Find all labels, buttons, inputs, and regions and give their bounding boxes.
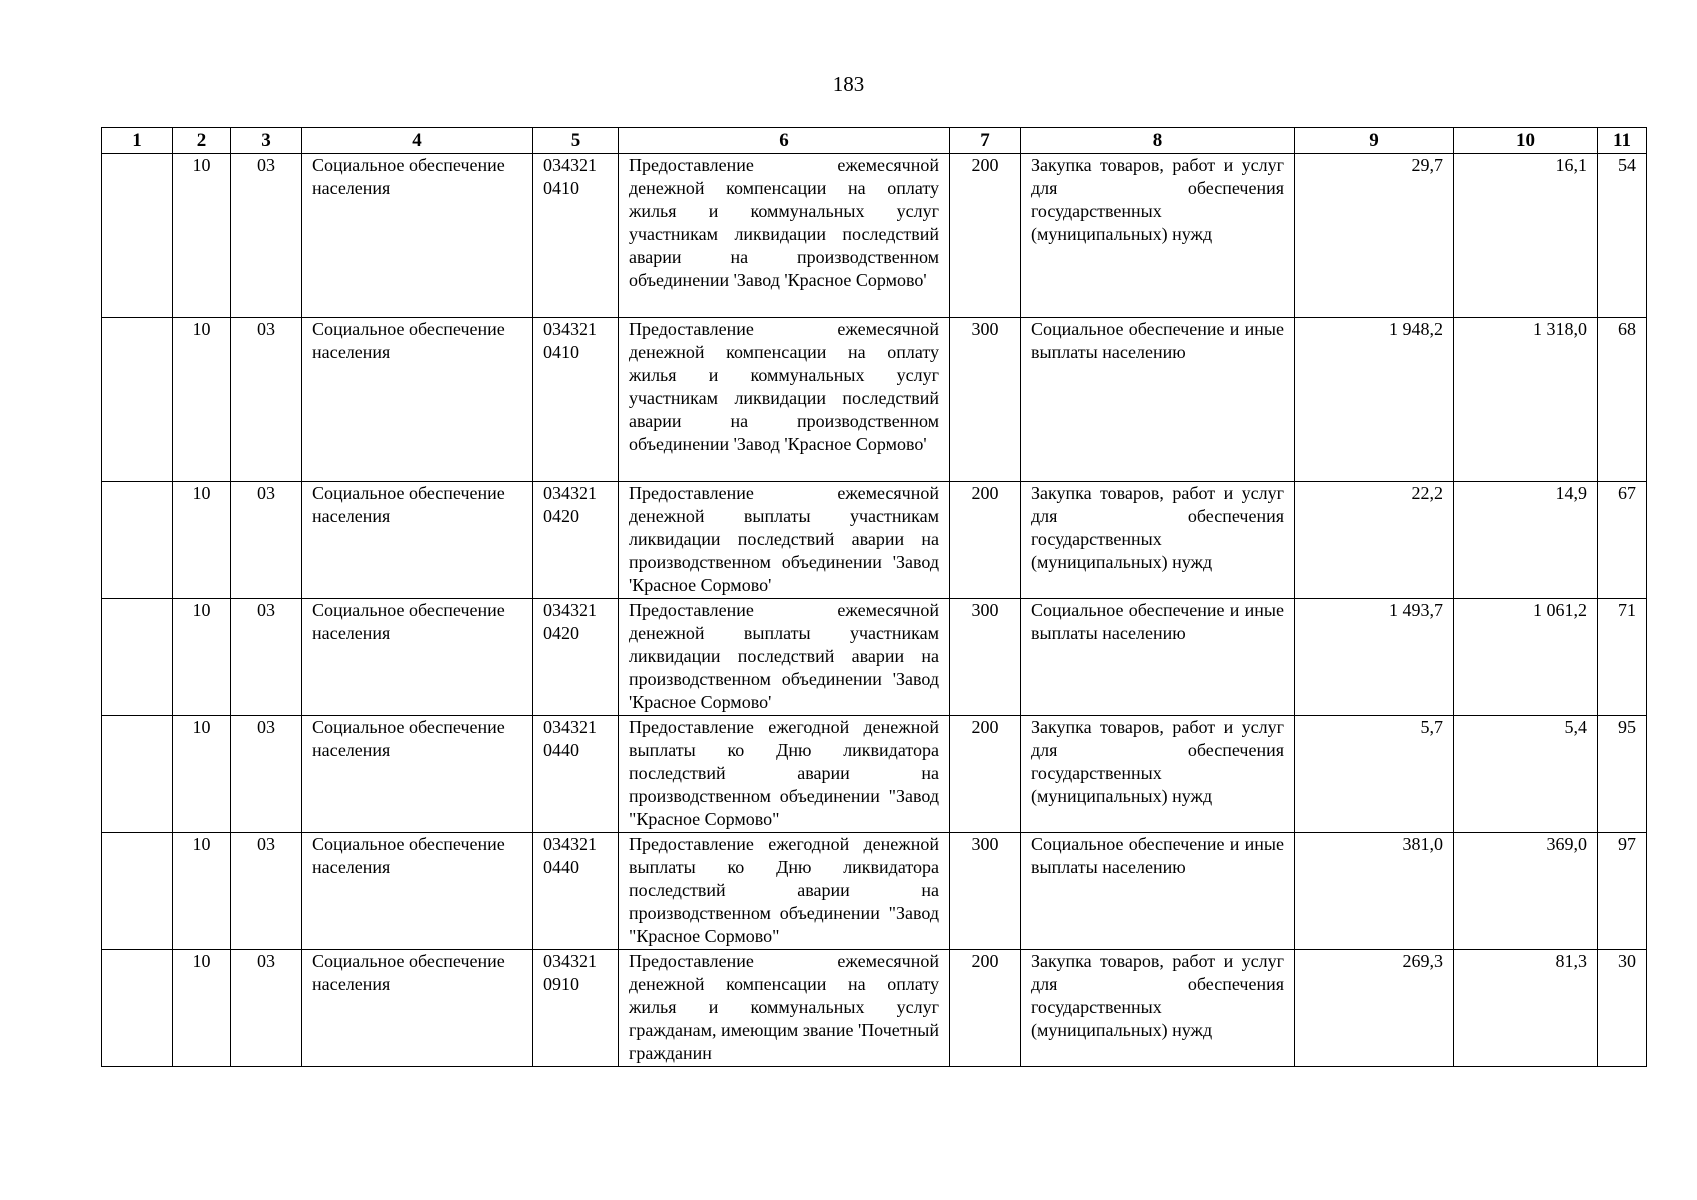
cell-target-code [533, 833, 619, 950]
column-header: 11 [1598, 128, 1647, 154]
cell-expense-type: 200 [950, 482, 1021, 599]
cell-target-code [533, 950, 619, 1067]
code-part: 034321 [543, 951, 597, 971]
cell-expense-type: 300 [950, 833, 1021, 950]
column-header: 3 [231, 128, 302, 154]
code-part: 034321 [543, 155, 597, 175]
column-header: 2 [173, 128, 231, 154]
code-part: 034321 [543, 717, 597, 737]
column-header: 10 [1454, 128, 1598, 154]
cell-section-name: Социальное обеспечение населения [302, 599, 533, 716]
cell-expense-type: 300 [950, 599, 1021, 716]
cell-description: Предоставление ежемесячной денежной выплаты участникам ликвидации последствий аварии на производственном объединении 'Завод 'Красное Сормово' [619, 599, 950, 716]
cell-section-name: Социальное обеспечение населения [302, 716, 533, 833]
cell-percent: 97 [1598, 833, 1647, 950]
cell-section-name: Социальное обеспечение населения [302, 482, 533, 599]
cell-col1 [102, 318, 173, 482]
code-part: 0410 [543, 178, 579, 198]
cell-target-code [533, 716, 619, 833]
cell-actual: 1 061,2 [1454, 599, 1598, 716]
cell-col1 [102, 599, 173, 716]
cell-expense-name: Социальное обеспечение и иные выплаты населению [1021, 833, 1295, 950]
column-header: 7 [950, 128, 1021, 154]
code-part: 0440 [543, 857, 579, 877]
cell-description: Предоставление ежемесячной денежной компенсации на оплату жилья и коммунальных услуг участникам ликвидации последствий аварии на производственном объединении 'Завод 'Красное Сормово' [619, 318, 950, 482]
column-header: 6 [619, 128, 950, 154]
cell-section-name: Социальное обеспечение населения [302, 154, 533, 318]
cell-description: Предоставление ежегодной денежной выплаты ко Дню ликвидатора последствий аварии на производственном объединении "Завод "Красное Сормово" [619, 716, 950, 833]
column-header: 1 [102, 128, 173, 154]
cell-section-name: Социальное обеспечение населения [302, 950, 533, 1067]
cell-section: 10 [173, 833, 231, 950]
column-header: 5 [533, 128, 619, 154]
cell-section-name: Социальное обеспечение населения [302, 318, 533, 482]
cell-expense-type: 300 [950, 318, 1021, 482]
cell-col1 [102, 482, 173, 599]
cell-percent: 71 [1598, 599, 1647, 716]
cell-expense-name: Закупка товаров, работ и услуг для обеспечения государственных (муниципальных) нужд [1021, 716, 1295, 833]
cell-subsection: 03 [231, 950, 302, 1067]
cell-section: 10 [173, 482, 231, 599]
cell-target-code [533, 154, 619, 318]
budget-table [101, 127, 1647, 1067]
cell-description: Предоставление ежегодной денежной выплаты ко Дню ликвидатора последствий аварии на производственном объединении "Завод "Красное Сормово" [619, 833, 950, 950]
cell-plan: 29,7 [1295, 154, 1454, 318]
cell-subsection: 03 [231, 833, 302, 950]
cell-section: 10 [173, 716, 231, 833]
page-number: 183 [832, 72, 865, 96]
cell-subsection: 03 [231, 599, 302, 716]
header-row [102, 128, 1647, 154]
cell-expense-type: 200 [950, 154, 1021, 318]
code-part: 0910 [543, 974, 579, 994]
code-part: 034321 [543, 834, 597, 854]
cell-description: Предоставление ежемесячной денежной компенсации на оплату жилья и коммунальных услуг участникам ликвидации последствий аварии на производственном объединении 'Завод 'Красное Сормово' [619, 154, 950, 318]
cell-col1 [102, 154, 173, 318]
cell-expense-name: Закупка товаров, работ и услуг для обеспечения государственных (муниципальных) нужд [1021, 950, 1295, 1067]
cell-target-code [533, 318, 619, 482]
cell-expense-name: Социальное обеспечение и иные выплаты населению [1021, 318, 1295, 482]
column-header: 9 [1295, 128, 1454, 154]
table-row [102, 482, 1647, 599]
cell-plan: 5,7 [1295, 716, 1454, 833]
cell-percent: 30 [1598, 950, 1647, 1067]
cell-percent: 54 [1598, 154, 1647, 318]
cell-subsection: 03 [231, 318, 302, 482]
cell-target-code [533, 482, 619, 599]
table-row [102, 154, 1647, 318]
cell-description: Предоставление ежемесячной денежной выплаты участникам ликвидации последствий аварии на производственном объединении 'Завод 'Красное Сормово' [619, 482, 950, 599]
table-row [102, 599, 1647, 716]
code-part: 034321 [543, 483, 597, 503]
cell-section: 10 [173, 950, 231, 1067]
cell-plan: 22,2 [1295, 482, 1454, 599]
code-part: 034321 [543, 600, 597, 620]
cell-expense-name: Социальное обеспечение и иные выплаты населению [1021, 599, 1295, 716]
code-part: 0440 [543, 740, 579, 760]
cell-expense-name: Закупка товаров, работ и услуг для обеспечения государственных (муниципальных) нужд [1021, 154, 1295, 318]
cell-actual: 369,0 [1454, 833, 1598, 950]
table-row [102, 318, 1647, 482]
cell-subsection: 03 [231, 716, 302, 833]
column-header: 4 [302, 128, 533, 154]
cell-subsection: 03 [231, 482, 302, 599]
cell-expense-name: Закупка товаров, работ и услуг для обеспечения государственных (муниципальных) нужд [1021, 482, 1295, 599]
cell-plan: 269,3 [1295, 950, 1454, 1067]
cell-target-code [533, 599, 619, 716]
cell-actual: 5,4 [1454, 716, 1598, 833]
cell-section: 10 [173, 599, 231, 716]
table-row [102, 716, 1647, 833]
code-part: 034321 [543, 319, 597, 339]
cell-section: 10 [173, 318, 231, 482]
code-part: 0410 [543, 342, 579, 362]
cell-plan: 381,0 [1295, 833, 1454, 950]
column-header: 8 [1021, 128, 1295, 154]
cell-col1 [102, 950, 173, 1067]
cell-section-name: Социальное обеспечение населения [302, 833, 533, 950]
code-part: 0420 [543, 623, 579, 643]
cell-subsection: 03 [231, 154, 302, 318]
cell-actual: 14,9 [1454, 482, 1598, 599]
cell-actual: 16,1 [1454, 154, 1598, 318]
cell-description: Предоставление ежемесячной денежной компенсации на оплату жилья и коммунальных услуг гражданам, имеющим звание 'Почетный гражданин [619, 950, 950, 1067]
cell-actual: 1 318,0 [1454, 318, 1598, 482]
cell-section: 10 [173, 154, 231, 318]
cell-expense-type: 200 [950, 950, 1021, 1067]
cell-percent: 68 [1598, 318, 1647, 482]
table-row [102, 833, 1647, 950]
cell-plan: 1 493,7 [1295, 599, 1454, 716]
cell-actual: 81,3 [1454, 950, 1598, 1067]
cell-percent: 95 [1598, 716, 1647, 833]
cell-col1 [102, 833, 173, 950]
cell-percent: 67 [1598, 482, 1647, 599]
table-row [102, 950, 1647, 1067]
cell-plan: 1 948,2 [1295, 318, 1454, 482]
cell-expense-type: 200 [950, 716, 1021, 833]
code-part: 0420 [543, 506, 579, 526]
cell-col1 [102, 716, 173, 833]
